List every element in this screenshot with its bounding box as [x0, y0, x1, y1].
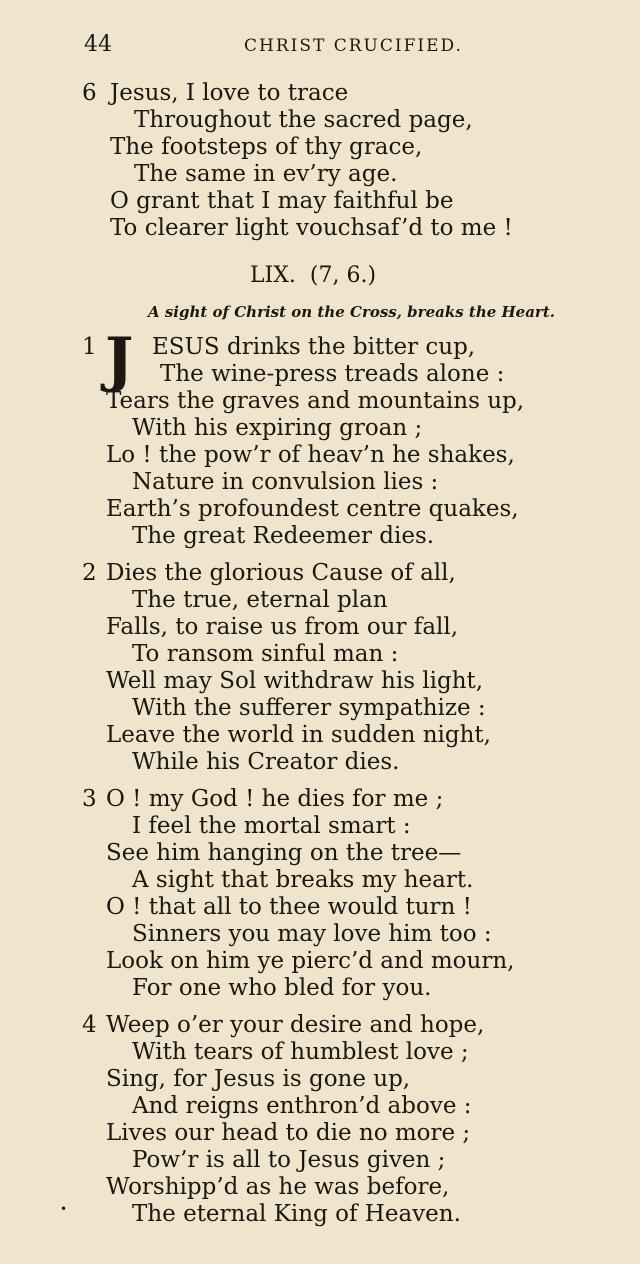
verse-line: The great Redeemer dies. — [132, 523, 435, 549]
verse-line: See him hanging on the tree— — [106, 840, 462, 866]
verse-line: Pow’r is all to Jesus given ; — [132, 1147, 446, 1173]
footer-mark: • — [60, 1202, 68, 1216]
page-header — [0, 32, 640, 62]
verse-line: Nature in convulsion lies : — [132, 469, 439, 495]
verse-line: I feel the mortal smart : — [132, 813, 411, 839]
verse-number: 3 — [82, 786, 97, 812]
verse-line: With his expiring groan ; — [132, 415, 423, 441]
verse-line: To ransom sinful man : — [132, 641, 399, 667]
hymn-number: LIX. — [249, 263, 296, 288]
verse-line: Throughout the sacred page, — [134, 107, 473, 133]
verse-line: The true, eternal plan — [132, 587, 388, 613]
verse-line: Sing, for Jesus is gone up, — [106, 1066, 411, 1092]
verse-line: ESUS drinks the bitter cup, — [152, 334, 476, 360]
verse-line: Look on him ye pierc’d and mourn, — [106, 948, 515, 974]
verse-line: To clearer light vouchsaf’d to me ! — [110, 215, 513, 241]
verse-number: 6 — [82, 80, 97, 106]
verse-line: Leave the world in sudden night, — [106, 722, 491, 748]
verse-line: A sight that breaks my heart. — [132, 867, 474, 893]
verse-line: The footsteps of thy grace, — [110, 134, 423, 160]
hymn-title — [0, 263, 640, 288]
verse-line: O ! that all to thee would turn ! — [106, 894, 472, 920]
verse-line: Earth’s profoundest centre quakes, — [106, 496, 519, 522]
drop-cap: J — [105, 325, 134, 395]
verse-line: Weep o’er your desire and hope, — [106, 1012, 485, 1038]
hymn-subtitle: A sight of Christ on the Cross, breaks the Heart. — [148, 303, 555, 321]
hymn-meter: (7, 6.) — [309, 263, 377, 288]
verse-number: 4 — [82, 1012, 97, 1038]
verse-number: 1 — [82, 334, 97, 360]
verse-line: While his Creator dies. — [132, 749, 400, 775]
verse-line: Worshipp’d as he was before, — [106, 1174, 450, 1200]
verse-line: The same in ev’ry age. — [134, 161, 398, 187]
verse-line: O grant that I may faithful be — [110, 188, 454, 214]
verse-line: Lives our head to die no more ; — [106, 1120, 471, 1146]
verse-line: And reigns enthron’d above : — [132, 1093, 472, 1119]
verse-line: With the sufferer sympathize : — [132, 695, 486, 721]
verse-line: The wine-press treads alone : — [160, 361, 505, 387]
verse-line: Falls, to raise us from our fall, — [106, 614, 459, 640]
running-title: CHRIST CRUCIFIED. — [244, 36, 463, 56]
verse-line: Lo ! the pow’r of heav’n he shakes, — [106, 442, 515, 468]
verse-line: Sinners you may love him too : — [132, 921, 492, 947]
verse-line: For one who bled for you. — [132, 975, 432, 1001]
verse-line: Jesus, I love to trace — [110, 80, 349, 106]
verse-line: The eternal King of Heaven. — [132, 1201, 461, 1227]
verse-line: Tears the graves and mountains up, — [106, 388, 525, 414]
verse-number: 2 — [82, 560, 97, 586]
verse-line: Well may Sol withdraw his light, — [106, 668, 484, 694]
verse-line: With tears of humblest love ; — [132, 1039, 469, 1065]
verse-line: Dies the glorious Cause of all, — [106, 560, 456, 586]
page-number: 44 — [84, 32, 112, 57]
verse-line: O ! my God ! he dies for me ; — [106, 786, 444, 812]
